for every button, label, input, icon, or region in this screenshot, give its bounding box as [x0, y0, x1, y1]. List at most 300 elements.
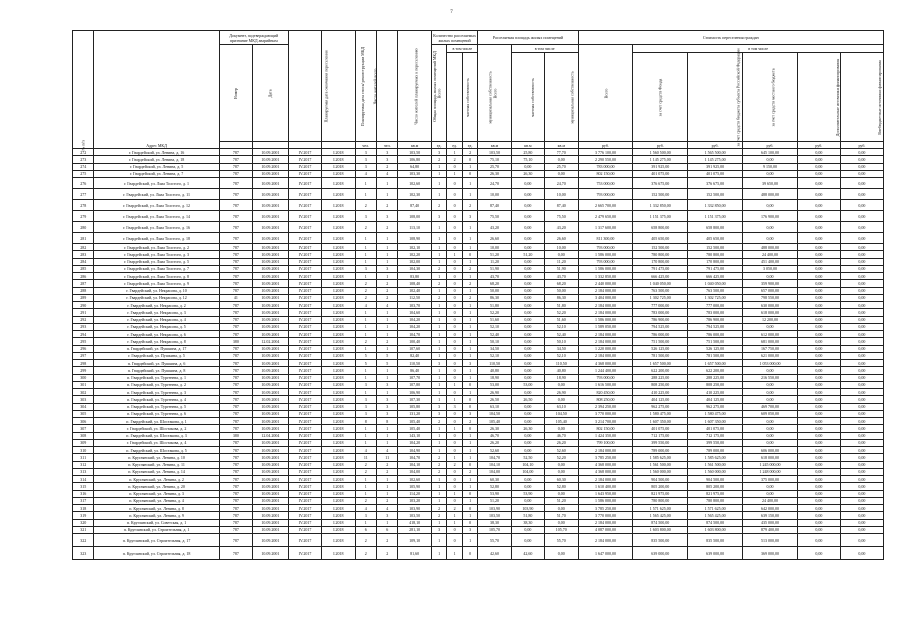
value-cell: I.2018 — [322, 476, 355, 483]
value-cell: IV.2017 — [288, 189, 321, 200]
value-cell: 2 479 650,00 — [578, 211, 633, 222]
value-cell: 104,00 — [398, 468, 431, 475]
address-cell: г. Гвардейский, ул. Шостакова, д. 4 — [94, 439, 219, 446]
value-cell: 0,00 — [743, 432, 798, 439]
value-cell: I.2018 — [322, 189, 355, 200]
col-row-no: № п/п — [73, 31, 94, 149]
value-cell: 3 — [431, 360, 447, 367]
value-cell: 10.09.2001 — [253, 280, 289, 287]
value-cell: 787 — [219, 454, 252, 461]
value-cell: 0,00 — [797, 396, 840, 403]
value-cell: 0 — [447, 244, 463, 251]
value-cell: 103,50 — [478, 149, 511, 156]
value-cell: 380 — [219, 432, 252, 439]
value-cell: 0,00 — [511, 163, 544, 170]
value-cell: 10.09.2001 — [253, 200, 289, 211]
value-cell: IV.2017 — [288, 331, 321, 338]
table-row — [73, 287, 884, 294]
value-cell: 787 — [219, 200, 252, 211]
value-cell: 1 — [377, 323, 398, 330]
value-cell: 1 — [377, 273, 398, 280]
value-cell: 10.09.2001 — [253, 163, 289, 170]
value-cell: 962 275,00 — [633, 403, 688, 410]
value-cell: 40,80 — [545, 367, 578, 374]
value-cell: 639 000,00 — [688, 547, 743, 560]
row-number-cell: 321 — [73, 526, 94, 533]
value-cell: 787 — [219, 163, 252, 170]
value-cell: 0,00 — [840, 505, 883, 512]
value-cell: 10.09.2001 — [253, 476, 289, 483]
value-cell: 0 — [447, 367, 463, 374]
value-cell: 791 475,00 — [633, 265, 688, 272]
value-cell: 24 400,00 — [743, 497, 798, 504]
value-cell: 0,00 — [840, 233, 883, 244]
value-cell: 0,00 — [840, 432, 883, 439]
value-cell: 0,00 — [840, 156, 883, 163]
row-number-cell: 276 — [73, 178, 94, 189]
value-cell: 794 525,00 — [633, 323, 688, 330]
value-cell: 3 — [355, 149, 376, 156]
value-cell: IV.2017 — [288, 497, 321, 504]
unit-cell: чел. — [377, 142, 398, 149]
row-number-cell: 287 — [73, 280, 94, 287]
value-cell: 0,00 — [840, 512, 883, 519]
value-cell: I.2018 — [322, 381, 355, 388]
address-cell: п. Гвардейский, ул. Пушкина, д. 8 — [94, 367, 219, 374]
value-cell: 1 — [462, 258, 478, 265]
value-cell: 0,00 — [797, 189, 840, 200]
value-cell: 0 — [462, 381, 478, 388]
value-cell: 0 — [447, 439, 463, 446]
unit-cell — [288, 142, 321, 149]
value-cell: 103,70 — [398, 302, 431, 309]
value-cell: 2 — [431, 156, 447, 163]
value-cell: 6 — [377, 526, 398, 533]
value-cell: 787 — [219, 534, 252, 547]
value-cell: IV.2017 — [288, 352, 321, 359]
value-cell: 11 — [355, 454, 376, 461]
value-cell: 1 — [462, 483, 478, 490]
value-cell: 86,30 — [545, 294, 578, 301]
value-cell: 0 — [462, 505, 478, 512]
value-cell: 787 — [219, 381, 252, 388]
value-cell: 0,00 — [511, 200, 544, 211]
value-cell: IV.2017 — [288, 454, 321, 461]
value-cell: 0 — [447, 200, 463, 211]
value-cell: 1 — [462, 338, 478, 345]
address-cell: п. Гвардейский, ул. Тургенева, д. 4 — [94, 396, 219, 403]
value-cell: 1 — [462, 512, 478, 519]
value-cell: 26,60 — [545, 233, 578, 244]
value-cell: 787 — [219, 251, 252, 258]
table-row — [73, 294, 884, 301]
value-cell: 104,00 — [511, 468, 544, 475]
value-cell: 2 — [462, 468, 478, 475]
address-cell: п. Гвардейский, ул. Пушкина, д. 6 — [94, 360, 219, 367]
value-cell: 2 — [377, 461, 398, 468]
row-number-cell: 281 — [73, 233, 94, 244]
value-cell: 0,00 — [840, 316, 883, 323]
value-cell: 3 — [462, 410, 478, 417]
value-cell: 52,10 — [545, 352, 578, 359]
address-cell: г. Гвардейский, ул. Некрасова, д. 2 — [94, 302, 219, 309]
value-cell: 1 580 475,00 — [688, 410, 743, 417]
value-cell: 2 — [377, 338, 398, 345]
value-cell: 0,00 — [511, 273, 544, 280]
table-row — [73, 345, 884, 352]
value-cell: 0,00 — [840, 189, 883, 200]
value-cell: 0,00 — [840, 149, 883, 156]
value-cell: 1 — [462, 497, 478, 504]
value-cell: IV.2017 — [288, 316, 321, 323]
value-cell: 10.09.2001 — [253, 244, 289, 251]
address-cell: г. Гвардейский, ул. Льва Толстого, д. 12 — [94, 200, 219, 211]
value-cell: 2 184 000,00 — [578, 287, 633, 294]
value-cell: 0,00 — [743, 425, 798, 432]
value-cell: 0,00 — [545, 396, 578, 403]
value-cell: 2 — [431, 200, 447, 211]
value-cell: 1 151 375,00 — [688, 211, 743, 222]
address-cell: п. Круглянский, ул. Ленина, д. 14 — [94, 468, 219, 475]
value-cell: 5 — [355, 360, 376, 367]
value-cell: 787 — [219, 331, 252, 338]
address-cell: п. Гвардейский, ул. Тургенева, д. 3 — [94, 389, 219, 396]
value-cell: 1 560 000,00 — [633, 468, 688, 475]
value-cell: 1 — [355, 323, 376, 330]
row-number-cell: 278 — [73, 200, 94, 211]
value-cell: 75,10 — [478, 156, 511, 163]
value-cell: 105,40 — [398, 418, 431, 425]
value-cell: 789 000,00 — [688, 447, 743, 454]
value-cell: 102,20 — [398, 251, 431, 258]
value-cell: 0 — [447, 265, 463, 272]
value-cell: 1 — [462, 222, 478, 233]
value-cell: 0,00 — [797, 302, 840, 309]
col-area-private: частная собственность — [511, 53, 544, 142]
value-cell: 3 — [377, 410, 398, 417]
value-cell: 52,40 — [478, 331, 511, 338]
value-cell: 2 — [462, 200, 478, 211]
value-cell: 4 — [377, 447, 398, 454]
value-cell: 3 — [431, 410, 447, 417]
value-cell: 777 000,00 — [688, 302, 743, 309]
value-cell: 1 — [431, 425, 447, 432]
address-cell: г. Гвардейский, ул. Некрасова, д. 6 — [94, 331, 219, 338]
value-cell: 0,00 — [840, 367, 883, 374]
value-cell: 10.09.2001 — [253, 425, 289, 432]
value-cell: I.2018 — [322, 273, 355, 280]
value-cell: 3 — [377, 381, 398, 388]
value-cell: IV.2017 — [288, 547, 321, 560]
value-cell: 391 925,00 — [633, 163, 688, 170]
value-cell: 51,20 — [545, 497, 578, 504]
unit-cell: руб. — [797, 142, 840, 149]
value-cell: 1 — [431, 519, 447, 526]
value-cell: 0,00 — [797, 163, 840, 170]
value-cell: IV.2017 — [288, 505, 321, 512]
table-row — [73, 425, 884, 432]
value-cell: 1 — [355, 425, 376, 432]
value-cell: 780 800,00 — [633, 497, 688, 504]
value-cell: I.2018 — [322, 258, 355, 265]
table-row — [73, 280, 884, 287]
housing-relocation-table — [72, 30, 884, 560]
value-cell: 0 — [447, 273, 463, 280]
table-row — [73, 381, 884, 388]
value-cell: IV.2017 — [288, 280, 321, 287]
value-cell: 152 500,00 — [633, 189, 688, 200]
value-cell: 0,00 — [743, 418, 798, 425]
value-cell: 787 — [219, 273, 252, 280]
value-cell: 786 000,00 — [688, 331, 743, 338]
value-cell: 802 150,00 — [578, 425, 633, 432]
value-cell: 3 — [355, 403, 376, 410]
value-cell: 68,20 — [545, 280, 578, 287]
unit-cell: руб. — [840, 142, 883, 149]
value-cell: 103,90 — [398, 505, 431, 512]
value-cell: 3 — [377, 512, 398, 519]
value-cell: I.2018 — [322, 410, 355, 417]
value-cell: I.2018 — [322, 287, 355, 294]
value-cell: 107,30 — [398, 396, 431, 403]
value-cell: 658 800,00 — [688, 222, 743, 233]
value-cell: 0 — [462, 425, 478, 432]
value-cell: 1 — [431, 287, 447, 294]
value-cell: 780 800,00 — [688, 497, 743, 504]
value-cell: 102,00 — [398, 258, 431, 265]
value-cell: 86,30 — [478, 294, 511, 301]
value-cell: IV.2017 — [288, 156, 321, 163]
row-number-cell: 316 — [73, 490, 94, 497]
value-cell: 1 — [462, 189, 478, 200]
value-cell: 1 — [355, 519, 376, 526]
value-cell: 75,50 — [545, 211, 578, 222]
value-cell: 1 — [431, 396, 447, 403]
value-cell: IV.2017 — [288, 468, 321, 475]
value-cell: 10.09.2001 — [253, 468, 289, 475]
table-row — [73, 526, 884, 533]
value-cell: 1 610 400,00 — [578, 483, 633, 490]
row-number-cell: 282 — [73, 244, 94, 251]
value-cell: 0 — [447, 410, 463, 417]
value-cell: IV.2017 — [288, 309, 321, 316]
address-cell: п. Круглянский, ул. Ленина, д. 4 — [94, 497, 219, 504]
value-cell: 787 — [219, 360, 252, 367]
value-cell: IV.2017 — [288, 519, 321, 526]
value-cell: 0,00 — [511, 534, 544, 547]
value-cell: I.2018 — [322, 461, 355, 468]
address-cell: п. Гвардейский, ул. Шостакова, д. 1 — [94, 418, 219, 425]
value-cell: 0,00 — [840, 410, 883, 417]
value-cell: 0 — [447, 280, 463, 287]
table-row — [73, 519, 884, 526]
value-cell: 0,00 — [840, 461, 883, 468]
address-cell: г. Гвардейский, ул. Пушкина, д. 5 — [94, 352, 219, 359]
value-cell: 281,10 — [398, 526, 431, 533]
address-cell: п. Круглянский, ул. Ленина, д. 10 — [94, 454, 219, 461]
value-cell: 0,00 — [840, 211, 883, 222]
value-cell: I.2018 — [322, 345, 355, 352]
value-cell: 0,00 — [840, 360, 883, 367]
value-cell: IV.2017 — [288, 149, 321, 156]
value-cell: 107,60 — [398, 345, 431, 352]
value-cell: 666 425,00 — [688, 273, 743, 280]
value-cell: 0 — [462, 156, 478, 163]
table-row — [73, 323, 884, 330]
row-number-cell: 294 — [73, 331, 94, 338]
value-cell: 10.09.2001 — [253, 497, 289, 504]
value-cell: 2 — [431, 505, 447, 512]
value-cell: 787 — [219, 547, 252, 560]
value-cell: 52,20 — [478, 309, 511, 316]
address-cell: п. Круглянский, ул. Ленина, д. 20 — [94, 483, 219, 490]
value-cell: 10.09.2001 — [253, 367, 289, 374]
address-cell: п. Круглянский, ул. Строительная, д. 18 — [94, 547, 219, 560]
value-cell: 102,10 — [398, 244, 431, 251]
row-number-cell: 323 — [73, 547, 94, 560]
value-cell: 0,00 — [840, 381, 883, 388]
value-cell: 24,70 — [545, 178, 578, 189]
value-cell: 1 245 000,00 — [743, 461, 798, 468]
value-cell: 4 — [355, 170, 376, 177]
value-cell: 46,70 — [478, 432, 511, 439]
value-cell: 1 — [355, 490, 376, 497]
value-cell: 2 — [355, 294, 376, 301]
value-cell: 104,90 — [398, 447, 431, 454]
value-cell: 5 — [377, 352, 398, 359]
value-cell: 10.09.2001 — [253, 316, 289, 323]
value-cell: 1 332 850,00 — [633, 200, 688, 211]
value-cell: 34,50 — [545, 345, 578, 352]
value-cell: 405 650,00 — [633, 233, 688, 244]
value-cell: 2 — [431, 468, 447, 475]
value-cell: 0,00 — [840, 302, 883, 309]
unit-cell: ед. — [447, 142, 463, 149]
address-cell: г. Гвардейский, ул. Льва Толстого, д. 7 — [94, 265, 219, 272]
value-cell: 1 — [447, 149, 463, 156]
value-cell: 642 000,00 — [743, 505, 798, 512]
value-cell: IV.2017 — [288, 163, 321, 170]
value-cell: 51,80 — [511, 512, 544, 519]
value-cell: 0,00 — [511, 302, 544, 309]
value-cell: 787 — [219, 211, 252, 222]
value-cell: 3 404 000,00 — [578, 294, 633, 301]
value-cell: 0,00 — [743, 273, 798, 280]
value-cell: 0,00 — [511, 323, 544, 330]
value-cell: 3 — [355, 156, 376, 163]
value-cell: 1 657 500,00 — [633, 360, 688, 367]
value-cell: 1 — [462, 331, 478, 338]
row-number-cell: 322 — [73, 534, 94, 547]
value-cell: 104,70 — [398, 454, 431, 461]
value-cell: 152 500,00 — [633, 244, 688, 251]
value-cell: 0,00 — [511, 447, 544, 454]
value-cell: 369 000,00 — [743, 547, 798, 560]
address-cell: п. Круглянский, ул. Ленина, д. 9 — [94, 512, 219, 519]
value-cell: 0,00 — [840, 519, 883, 526]
value-cell: 0,00 — [840, 287, 883, 294]
value-cell: 3 785 250,00 — [578, 505, 633, 512]
value-cell: 0 — [447, 483, 463, 490]
value-cell: 176 900,00 — [743, 211, 798, 222]
address-cell: г. Гвардейский, ул. Льва Толстого, д. 1 — [94, 178, 219, 189]
address-cell: п. Круглянский, ул. Ленина, д. 3 — [94, 490, 219, 497]
value-cell: 4 — [377, 302, 398, 309]
value-cell: 0,00 — [840, 280, 883, 287]
value-cell: IV.2017 — [288, 447, 321, 454]
value-cell: 783 000,00 — [578, 163, 633, 170]
value-cell: 0,00 — [743, 389, 798, 396]
value-cell: 3 770 000,00 — [578, 512, 633, 519]
value-cell: 104,00 — [478, 468, 511, 475]
value-cell: 410 225,00 — [688, 389, 743, 396]
value-cell: 0,00 — [840, 418, 883, 425]
value-cell: I.2018 — [322, 490, 355, 497]
value-cell: 787 — [219, 476, 252, 483]
value-cell: 645 100,00 — [743, 149, 798, 156]
value-cell: I.2018 — [322, 251, 355, 258]
value-cell: 787 — [219, 403, 252, 410]
value-cell: 0,00 — [743, 200, 798, 211]
value-cell: 0,00 — [743, 170, 798, 177]
table-row — [73, 483, 884, 490]
value-cell: 52,10 — [478, 352, 511, 359]
value-cell: 794 525,00 — [688, 323, 743, 330]
unit-cell: руб. — [743, 142, 798, 149]
value-cell: 1 — [431, 309, 447, 316]
address-cell: г. Гвардейский, ул. Льва Толстого, д. 18 — [94, 233, 219, 244]
value-cell: 104,20 — [398, 316, 431, 323]
value-cell: 787 — [219, 265, 252, 272]
value-cell: 2 — [462, 418, 478, 425]
value-cell: 789 000,00 — [633, 447, 688, 454]
value-cell: 24,70 — [478, 178, 511, 189]
address-cell: п. Круглянский, ул. Советская, д. 1 — [94, 519, 219, 526]
value-cell: 0,00 — [797, 418, 840, 425]
value-cell: 3 — [431, 526, 447, 533]
value-cell: 0,00 — [511, 418, 544, 425]
value-cell: 10.09.2001 — [253, 389, 289, 396]
value-cell: 1 — [447, 251, 463, 258]
unit-cell: кв.м — [398, 142, 431, 149]
value-cell: 10,00 — [478, 189, 511, 200]
value-cell: 0,00 — [840, 476, 883, 483]
value-cell: 783 000,00 — [688, 309, 743, 316]
value-cell: 0,00 — [797, 149, 840, 156]
value-cell: 0,00 — [511, 178, 544, 189]
value-cell: 75,10 — [511, 156, 544, 163]
value-cell: I.2018 — [322, 331, 355, 338]
value-cell: 0,00 — [545, 156, 578, 163]
value-cell: 102,60 — [398, 476, 431, 483]
value-cell: 0,00 — [840, 490, 883, 497]
value-cell: 1 — [377, 519, 398, 526]
value-cell: 1 — [377, 233, 398, 244]
value-cell: 639 000,00 — [633, 547, 688, 560]
col-doc-number: Номер — [219, 45, 252, 142]
value-cell: 1 — [377, 258, 398, 265]
row-number-cell: 288 — [73, 287, 94, 294]
value-cell: 108,00 — [398, 211, 431, 222]
unit-cell — [322, 142, 355, 149]
value-cell: 1 — [462, 367, 478, 374]
value-cell: 0,00 — [840, 265, 883, 272]
value-cell: 104,70 — [478, 454, 511, 461]
table-row — [73, 222, 884, 233]
row-number-cell: 310 — [73, 447, 94, 454]
value-cell: 2 — [431, 461, 447, 468]
value-cell: 10.09.2001 — [253, 189, 289, 200]
